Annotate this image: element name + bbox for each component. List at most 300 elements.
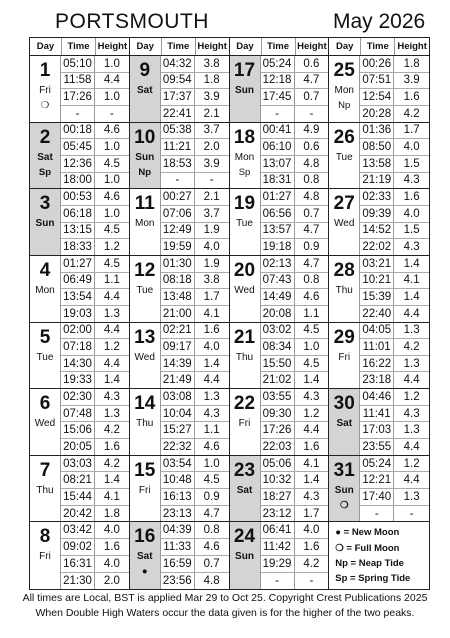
tide-time: 09:39	[360, 206, 394, 222]
tide-time: 09:54	[161, 73, 195, 89]
column-header-group	[130, 38, 230, 56]
tide-time: 12:49	[161, 223, 195, 239]
tide-row	[261, 339, 329, 356]
tide-row	[261, 106, 329, 122]
tide-time: 09:30	[261, 406, 295, 422]
tide-row	[360, 156, 429, 173]
tide-height: 1.6	[103, 440, 120, 453]
tide-height: 4.6	[203, 440, 220, 453]
tide-height: 1.4	[103, 474, 120, 487]
tide-time: -	[360, 506, 394, 522]
tide-list	[261, 189, 329, 255]
day-number: 14	[134, 393, 156, 415]
tide-list	[261, 456, 329, 522]
tide-row	[161, 489, 229, 506]
weekday-name: Fri	[39, 85, 51, 96]
day-number: 12	[134, 259, 156, 281]
tide-row	[161, 323, 229, 340]
tide-time: 09:02	[61, 539, 95, 555]
column-header: Time	[262, 38, 296, 55]
tide-height: 3.7	[203, 124, 220, 137]
tide-row	[61, 306, 129, 322]
day-label	[30, 56, 61, 122]
tide-time: 03:02	[261, 323, 295, 339]
tide-time: 03:03	[61, 456, 95, 472]
weekday-name: Fri	[39, 551, 51, 563]
tide-time: 01:36	[360, 123, 394, 139]
tide-height: 4.0	[403, 141, 420, 154]
tide-time: 08:34	[261, 339, 295, 355]
tide-row	[261, 456, 329, 473]
tide-row	[261, 489, 329, 506]
day-label	[230, 522, 261, 589]
day-label	[30, 256, 61, 322]
day-cell	[230, 522, 330, 589]
tide-height: 0.9	[303, 241, 320, 254]
tide-height: 1.4	[103, 374, 120, 387]
tide-height: 1.2	[303, 407, 320, 420]
tide-height: 1.7	[303, 507, 320, 520]
tide-time: 19:18	[261, 239, 295, 255]
day-cell	[130, 323, 230, 390]
tide-list	[261, 56, 329, 122]
tide-row	[261, 123, 329, 140]
tide-row	[161, 389, 229, 406]
tide-row	[360, 56, 429, 73]
tide-height: 4.6	[303, 291, 320, 304]
day-cell	[329, 56, 429, 123]
weekday-name: Sat	[136, 85, 153, 96]
tide-height: 4.3	[303, 490, 320, 503]
tide-time: 13:58	[360, 156, 394, 172]
tide-time: 21:19	[360, 173, 394, 189]
tide-height: 3.9	[403, 74, 420, 87]
tide-height: 4.5	[103, 157, 120, 170]
weekday-name: Thu	[335, 284, 353, 296]
tide-time: 05:45	[61, 139, 95, 155]
tide-time: 08:21	[61, 472, 95, 488]
tide-row	[360, 422, 429, 439]
tide-row	[61, 556, 129, 573]
tide-time: 14:39	[161, 356, 195, 372]
tide-row	[61, 73, 129, 90]
tide-height: 4.4	[203, 374, 220, 387]
tide-row	[360, 89, 429, 106]
tide-time: 10:32	[261, 472, 295, 488]
tide-time: 11:33	[161, 539, 195, 555]
tide-time: 12:36	[61, 156, 95, 172]
tide-time: 22:32	[161, 439, 195, 455]
tide-row	[61, 106, 129, 122]
day-label	[30, 123, 61, 189]
weekday-name: Wed	[134, 351, 155, 363]
weekday-name: Tue	[335, 151, 353, 163]
day-cell	[30, 189, 130, 256]
tide-row	[360, 389, 429, 406]
tide-time: 23:56	[161, 573, 195, 589]
tide-height: 1.6	[403, 191, 420, 204]
tide-height: 4.6	[103, 191, 120, 204]
tide-list	[161, 323, 229, 389]
tide-time: 02:13	[261, 256, 295, 272]
tide-time: 17:26	[61, 89, 95, 105]
tide-height: 1.0	[103, 207, 120, 220]
tide-height: 4.4	[403, 307, 420, 320]
tide-height: 1.3	[103, 407, 120, 420]
tide-row	[360, 106, 429, 122]
weekday-name: Tue	[136, 284, 154, 296]
tide-height: 4.0	[203, 241, 220, 254]
day-label	[130, 189, 161, 255]
tide-time: 14:49	[261, 289, 295, 305]
day-cell	[230, 189, 330, 256]
tide-height: 1.5	[403, 157, 420, 170]
tide-row	[261, 189, 329, 206]
day-number: 8	[39, 526, 51, 548]
tide-time: 00:53	[61, 189, 95, 205]
day-number: 16	[134, 526, 156, 548]
column-header-group	[329, 38, 429, 56]
tide-row	[61, 273, 129, 290]
tide-row	[161, 273, 229, 290]
tide-row	[61, 439, 129, 455]
tide-height: 4.2	[103, 457, 120, 470]
tide-list	[261, 522, 329, 589]
tide-row	[61, 156, 129, 173]
day-cell	[30, 456, 130, 523]
tide-height: 1.4	[403, 291, 420, 304]
tide-row	[360, 139, 429, 156]
day-cell	[230, 323, 330, 390]
tide-time: 03:08	[161, 389, 195, 405]
tide-time: 11:21	[161, 139, 195, 155]
day-label	[30, 323, 61, 389]
page-title: PORTSMOUTH	[55, 10, 209, 33]
day-cell	[130, 456, 230, 523]
tide-time: 19:59	[161, 239, 195, 255]
tide-row	[61, 489, 129, 506]
tide-time: 14:30	[61, 356, 95, 372]
tide-list	[61, 323, 129, 389]
weekday-name: Wed	[234, 284, 255, 296]
tide-row	[61, 389, 129, 406]
tide-time: 17:40	[360, 489, 394, 505]
column-header-group	[230, 38, 330, 56]
day-label	[230, 123, 261, 189]
tide-row	[61, 139, 129, 156]
legend	[329, 522, 429, 589]
tide-row	[161, 573, 229, 589]
day-cell	[329, 256, 429, 323]
tide-time: 22:02	[360, 239, 394, 255]
day-number: 6	[39, 393, 51, 415]
tide-row	[161, 556, 229, 573]
tide-row	[61, 506, 129, 522]
tide-height: 3.9	[203, 157, 220, 170]
day-label	[329, 189, 360, 255]
tide-row	[360, 223, 429, 240]
tide-row	[161, 156, 229, 173]
legend-item: Sp = Spring Tide	[335, 572, 411, 584]
column-header: Height	[397, 41, 427, 52]
tide-row	[61, 289, 129, 306]
tide-height: 0.7	[303, 91, 320, 104]
day-number: 15	[134, 459, 156, 481]
tide-time: 00:41	[261, 123, 295, 139]
legend-list	[329, 522, 429, 589]
tide-row	[261, 422, 329, 439]
tide-time: 17:26	[261, 422, 295, 438]
weekday-name: Mon	[35, 284, 55, 296]
day-number: 9	[139, 60, 151, 81]
tide-row	[61, 256, 129, 273]
tide-row	[61, 223, 129, 240]
tide-row	[261, 522, 329, 539]
tide-time: 01:27	[61, 256, 95, 272]
tide-height: 4.4	[103, 357, 120, 370]
tide-time: 06:10	[261, 139, 295, 155]
tide-row	[161, 173, 229, 189]
footer-note: All times are Local, BST is applied Mar 29 to Oct 25. Copyright Crest Publications 2025	[22, 592, 428, 604]
tide-list	[161, 123, 229, 189]
tide-row	[61, 522, 129, 539]
tide-row	[161, 206, 229, 223]
tide-row	[161, 406, 229, 423]
day-label	[329, 456, 360, 522]
tide-time: 11:42	[261, 539, 295, 555]
tide-height: 1.4	[303, 474, 320, 487]
tide-row	[161, 56, 229, 73]
day-cell	[30, 56, 130, 123]
tide-row	[161, 356, 229, 373]
tide-height: 0.8	[303, 274, 320, 287]
tide-list	[360, 56, 429, 122]
day-cell	[230, 56, 330, 123]
tide-row	[161, 123, 229, 140]
tide-time: 07:43	[261, 273, 295, 289]
tide-time: -	[61, 106, 95, 122]
tide-time: 12:21	[360, 472, 394, 488]
weekday-name: Sun	[235, 551, 254, 563]
day-cell	[329, 189, 429, 256]
tide-height: 0.9	[203, 490, 220, 503]
tide-height: 3.8	[203, 274, 220, 287]
tide-height: 1.5	[403, 224, 420, 237]
tide-time: 13:57	[261, 223, 295, 239]
tide-list	[161, 189, 229, 255]
tide-height: 1.1	[203, 424, 220, 437]
tide-height: 1.0	[203, 457, 220, 470]
tide-row	[161, 456, 229, 473]
tide-height: 4.0	[303, 524, 320, 537]
tide-row	[261, 289, 329, 306]
tide-row	[261, 506, 329, 522]
tide-time: 16:13	[161, 489, 195, 505]
tide-list	[360, 323, 429, 389]
day-number: 2	[39, 126, 51, 148]
day-number: 17	[233, 60, 256, 81]
tide-height: 0.8	[303, 174, 320, 187]
tide-row	[61, 472, 129, 489]
tide-time: 06:56	[261, 206, 295, 222]
tide-row	[61, 539, 129, 556]
tide-row	[261, 389, 329, 406]
tide-height: 0.7	[303, 207, 320, 220]
day-cell	[130, 123, 230, 190]
day-label	[230, 189, 261, 255]
tide-row	[261, 306, 329, 322]
tide-height: 1.7	[403, 124, 420, 137]
weekday-name: Mon	[234, 151, 255, 163]
day-number: 30	[333, 393, 355, 415]
tide-time: 02:30	[61, 389, 95, 405]
new-moon-icon: ●	[141, 566, 148, 578]
day-label	[30, 456, 61, 522]
tide-list	[360, 123, 429, 189]
day-number: 21	[233, 326, 256, 348]
tide-time: 00:26	[360, 56, 394, 72]
tide-row	[261, 273, 329, 290]
column-header: Time	[162, 38, 196, 55]
day-number: 28	[333, 259, 355, 281]
tide-row	[161, 306, 229, 322]
tide-row	[360, 356, 429, 373]
tide-height: 3.8	[203, 57, 220, 70]
tide-list	[360, 189, 429, 255]
tide-row	[161, 522, 229, 539]
tide-height: 1.3	[403, 357, 420, 370]
tide-time: 09:17	[161, 339, 195, 355]
tide-row	[261, 156, 329, 173]
tide-height: 1.3	[203, 390, 220, 403]
day-label	[30, 522, 61, 589]
tide-height: 4.5	[303, 357, 320, 370]
tide-row	[360, 173, 429, 189]
tide-row	[261, 406, 329, 423]
tide-row	[261, 173, 329, 189]
day-number: 1	[39, 60, 51, 81]
weekday-name: Mon	[334, 85, 354, 96]
tide-time: 17:03	[360, 422, 394, 438]
tide-list	[61, 389, 129, 455]
tide-row	[261, 539, 329, 556]
tide-time: 05:24	[261, 56, 295, 72]
tide-row	[261, 139, 329, 156]
tide-row	[161, 189, 229, 206]
tide-row	[161, 472, 229, 489]
tide-height: 4.2	[303, 558, 320, 571]
day-cell	[230, 256, 330, 323]
day-cell	[130, 389, 230, 456]
tide-row	[360, 456, 429, 473]
tide-list	[161, 56, 229, 122]
day-cell	[130, 189, 230, 256]
tide-height: 1.0	[303, 340, 320, 353]
day-number: 24	[233, 526, 256, 548]
tide-height: 1.9	[203, 257, 220, 270]
tide-row	[61, 339, 129, 356]
day-number: 10	[134, 126, 156, 148]
weekday-name: Wed	[34, 418, 56, 430]
tide-height: -	[309, 575, 314, 588]
tide-height: 1.8	[103, 507, 120, 520]
tide-row	[360, 406, 429, 423]
day-number: 27	[333, 193, 355, 215]
tide-height: 4.2	[403, 107, 420, 120]
tide-list	[61, 522, 129, 589]
tide-height: 4.8	[303, 157, 320, 170]
tide-height: 4.5	[303, 324, 320, 337]
tide-height: 1.1	[103, 274, 120, 287]
tide-row	[360, 339, 429, 356]
day-label	[329, 256, 360, 322]
tide-height: 4.5	[103, 257, 120, 270]
tide-row	[61, 573, 129, 589]
tide-time: 10:04	[161, 406, 195, 422]
weekday-name: Fri	[338, 351, 351, 363]
tide-height: -	[409, 507, 414, 520]
tide-height: 3.7	[203, 207, 220, 220]
column-header: Day	[130, 38, 162, 55]
tide-row	[61, 456, 129, 473]
tide-height: -	[209, 174, 214, 187]
tide-time: 21:02	[261, 372, 295, 388]
day-number: 20	[233, 259, 256, 281]
tide-row	[261, 239, 329, 255]
tide-row	[360, 439, 429, 455]
tide-row	[360, 289, 429, 306]
column-header: Height	[197, 41, 227, 52]
tide-time: 11:01	[360, 339, 394, 355]
tide-height: 4.0	[403, 207, 420, 220]
tide-time: -	[261, 573, 295, 589]
tide-time: 16:22	[360, 356, 394, 372]
tide-time: 04:39	[161, 522, 195, 538]
tide-time: 22:41	[161, 106, 195, 122]
tide-time: 08:18	[161, 273, 195, 289]
tide-height: 4.7	[303, 257, 320, 270]
day-cell	[329, 456, 429, 523]
day-number: 18	[233, 126, 256, 148]
tide-time: 11:58	[61, 73, 95, 89]
tide-time: 21:00	[161, 306, 195, 322]
tide-height: 4.4	[403, 440, 420, 453]
tide-row	[161, 73, 229, 90]
tide-row	[61, 356, 129, 373]
tide-time: 05:06	[261, 456, 295, 472]
tide-time: 18:33	[61, 239, 95, 255]
legend-item: ● = New Moon	[335, 527, 400, 539]
tide-height: 1.8	[203, 74, 220, 87]
tide-height: 2.1	[203, 107, 220, 120]
tide-list	[61, 456, 129, 522]
tide-height: 4.1	[403, 274, 420, 287]
tide-time: 07:51	[360, 73, 394, 89]
tide-height: 0.8	[203, 524, 220, 537]
day-label	[230, 323, 261, 389]
tide-height: 4.1	[203, 307, 220, 320]
day-label	[329, 323, 360, 389]
day-number: 4	[39, 259, 51, 281]
tide-time: 07:06	[161, 206, 195, 222]
day-label	[130, 522, 161, 589]
tide-time: 12:18	[261, 73, 295, 89]
month-label: May 2026	[333, 10, 426, 33]
day-label	[130, 456, 161, 522]
day-number: 13	[134, 326, 156, 348]
tide-time: 04:32	[161, 56, 195, 72]
tide-height: 4.2	[403, 340, 420, 353]
